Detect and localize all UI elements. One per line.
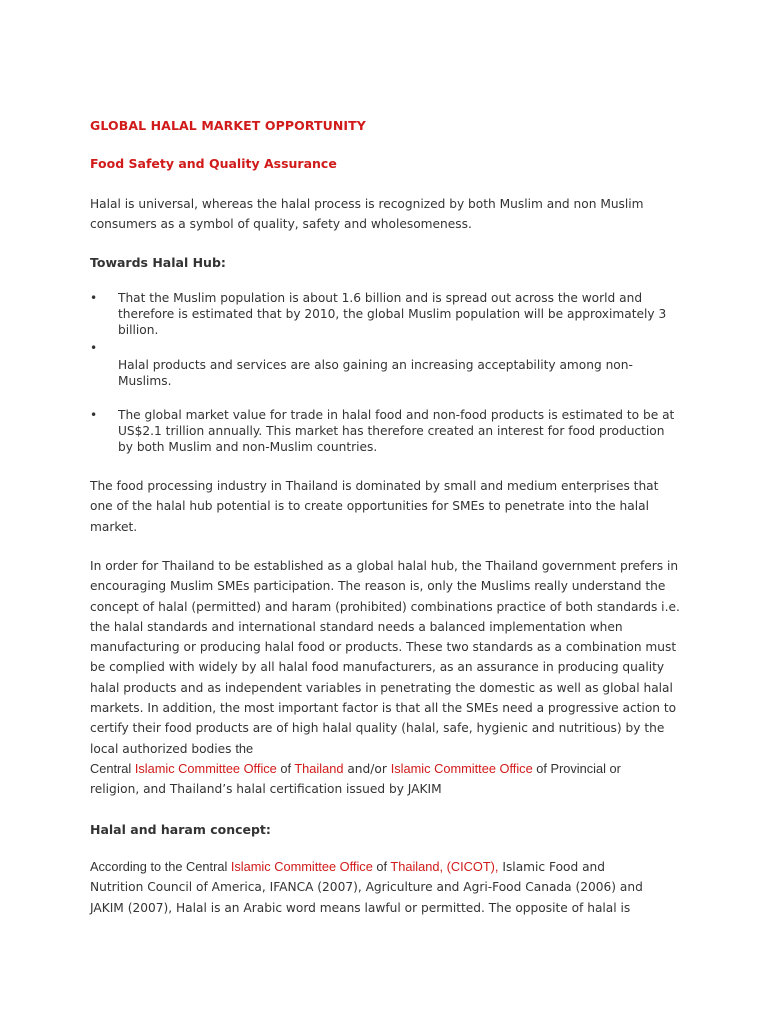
bullet-icon: •: [90, 408, 98, 422]
paragraph-text: the: [235, 740, 254, 756]
concept-paragraph: [90, 857, 680, 918]
islamic-committee-link[interactable]: Islamic Committee Office: [134, 760, 277, 776]
smes-paragraph: The food processing industry in Thailand is dominated by small and medium enterprises that one of the halal hub potential is to create opportunities for SMEs to penetrate into the halal market.: [90, 479, 659, 534]
concept-heading: Halal and haram concept:: [90, 822, 271, 837]
islamic-committee-link-3[interactable]: Islamic Committee Office: [230, 859, 373, 874]
bullet-icon: •: [90, 291, 98, 305]
paragraph-text: Nutrition Council of America, IFANCA (2007), Agriculture and Agri-Food Canada (2006) and JAKIM (2007), Halal is an Arabic word means lawful or permitted. The opposite of halal is: [90, 880, 643, 915]
paragraph-text: According to the Central: [90, 859, 231, 874]
thailand-link[interactable]: Thailand: [294, 760, 344, 776]
paragraph-text: Central: [90, 760, 135, 776]
thailand-hub-paragraph: [90, 556, 680, 800]
islamic-committee-link-2[interactable]: Islamic Committee Office: [390, 760, 533, 776]
paragraph-text: and/or: [343, 761, 391, 776]
bullet-text: That the Muslim population is about 1.6 billion and is spread out across the world and therefore is estimated that by 2010, the global Muslim population will be approximately 3 billion.: [118, 291, 667, 337]
thailand-cicot-link[interactable]: Thailand, (CICOT),: [390, 859, 499, 874]
paragraph-text: religion, and Thailand’s halal certification issued by JAKIM: [90, 782, 442, 797]
paragraph-text: of Provincial or: [532, 760, 621, 776]
intro-paragraph: Halal is universal, whereas the halal process is recognized by both Muslim and non Muslim consumers as a symbol of quality, safety and wholesomeness.: [90, 197, 644, 232]
paragraph-text: Islamic Food and: [498, 860, 606, 874]
bullet-text: Halal products and services are also gaining an increasing acceptability among non-Muslims.: [118, 358, 633, 388]
hub-heading: Towards Halal Hub:: [90, 255, 226, 270]
paragraph-text: of: [372, 859, 391, 874]
paragraph-text: In order for Thailand to be established as a global halal hub, the Thailand government prefers in encouraging Muslim SMEs participation. The reason is, only the Muslims really understand the concept of halal (permitted) and haram (prohibited) combinations practice of both standards i.e. the halal standards and international standard needs a balanced implementation when manufacturing or producing halal food or products. These two standards as a combination must be complied with widely by all halal food manufacturers, as an assurance in producing quality halal products and as independent variables in penetrating the domestic as well as global halal markets. In addition, the most important factor is that all the SMEs need a progressive action to certify their food products are of high halal quality (halal, safe, hygienic and nutritious) by the local authorized bodies: [90, 559, 680, 756]
document-title: GLOBAL HALAL MARKET OPPORTUNITY: [90, 118, 366, 133]
bullet-icon: •: [90, 341, 98, 355]
bullet-text: The global market value for trade in halal food and non-food products is estimated to be at US$2.1 trillion annually. This market has therefore created an interest for food production by both Muslim and non-Muslim countries.: [118, 408, 675, 454]
document-subtitle: Food Safety and Quality Assurance: [90, 156, 337, 171]
paragraph-text: of: [276, 760, 295, 776]
